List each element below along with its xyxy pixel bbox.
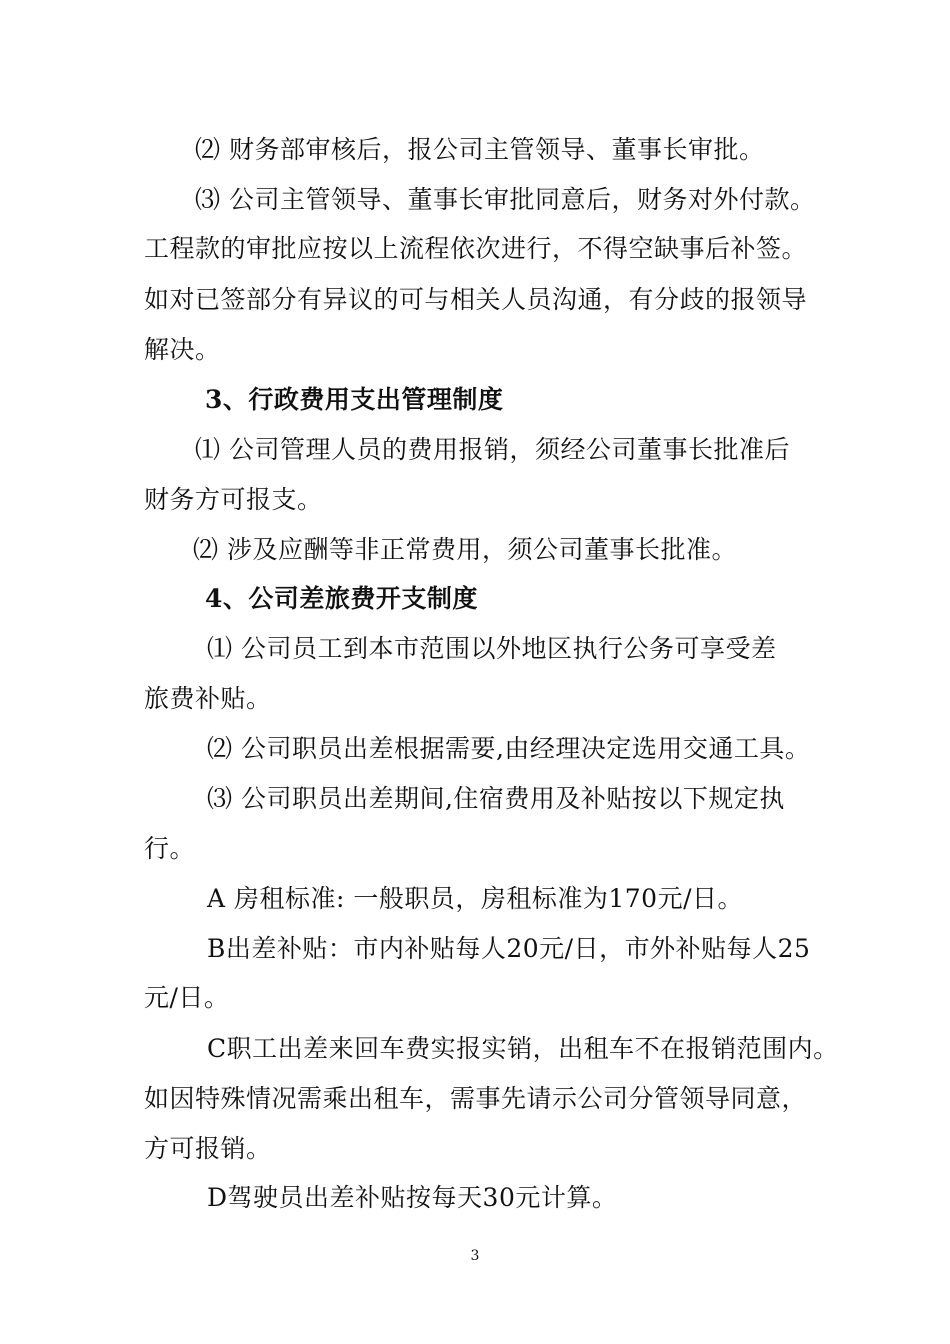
- paragraph-line: A 房租标准: 一般职员，房租标准为170元/日。: [207, 884, 744, 913]
- paragraph-line: 旅费补贴。: [144, 684, 272, 713]
- paragraph-line: 如因特殊情况需乘出租车，需事先请示公司分管领导同意，: [144, 1084, 808, 1113]
- paragraph-line: 如对已签部分有异议的可与相关人员沟通，有分歧的报领导: [144, 285, 808, 314]
- paragraph-line: ⑵ 财务部审核后，报公司主管领导、董事长审批。: [195, 135, 765, 164]
- paragraph-line: ⑶ 公司主管领导、董事长审批同意后，财务对外付款。: [195, 185, 816, 214]
- paragraph-line: 解决。: [144, 335, 221, 364]
- paragraph-line: 工程款的审批应按以上流程依次进行，不得空缺事后补签。: [144, 234, 808, 263]
- paragraph-line: C职工出差来回车费实报实销，出租车不在报销范围内。: [207, 1034, 839, 1063]
- paragraph-line: 行。: [144, 834, 196, 863]
- section-heading-3: 3、行政费用支出管理制度: [205, 385, 504, 414]
- paragraph-line: ⑵ 涉及应酬等非正常费用，须公司董事长批准。: [193, 535, 737, 564]
- section-heading-4: 4、公司差旅费开支制度: [205, 584, 478, 613]
- paragraph-line: D驾驶员出差补贴按每天30元计算。: [207, 1183, 618, 1212]
- paragraph-line: B出差补贴：市内补贴每人20元/日，市外补贴每人25: [207, 934, 811, 963]
- paragraph-line: ⑵ 公司职员出差根据需要,由经理决定选用交通工具。: [207, 734, 811, 763]
- paragraph-line: 方可报销。: [144, 1134, 272, 1163]
- paragraph-line: ⑴ 公司管理人员的费用报销，须经公司董事长批准后: [195, 435, 790, 464]
- page-number: 3: [470, 1248, 480, 1264]
- paragraph-line: 财务方可报支。: [144, 485, 323, 514]
- paragraph-line: ⑶ 公司职员出差期间,住宿费用及补贴按以下规定执: [207, 784, 785, 813]
- paragraph-line: ⑴ 公司员工到本市范围以外地区执行公务可享受差: [207, 634, 777, 663]
- paragraph-line: 元/日。: [144, 983, 230, 1012]
